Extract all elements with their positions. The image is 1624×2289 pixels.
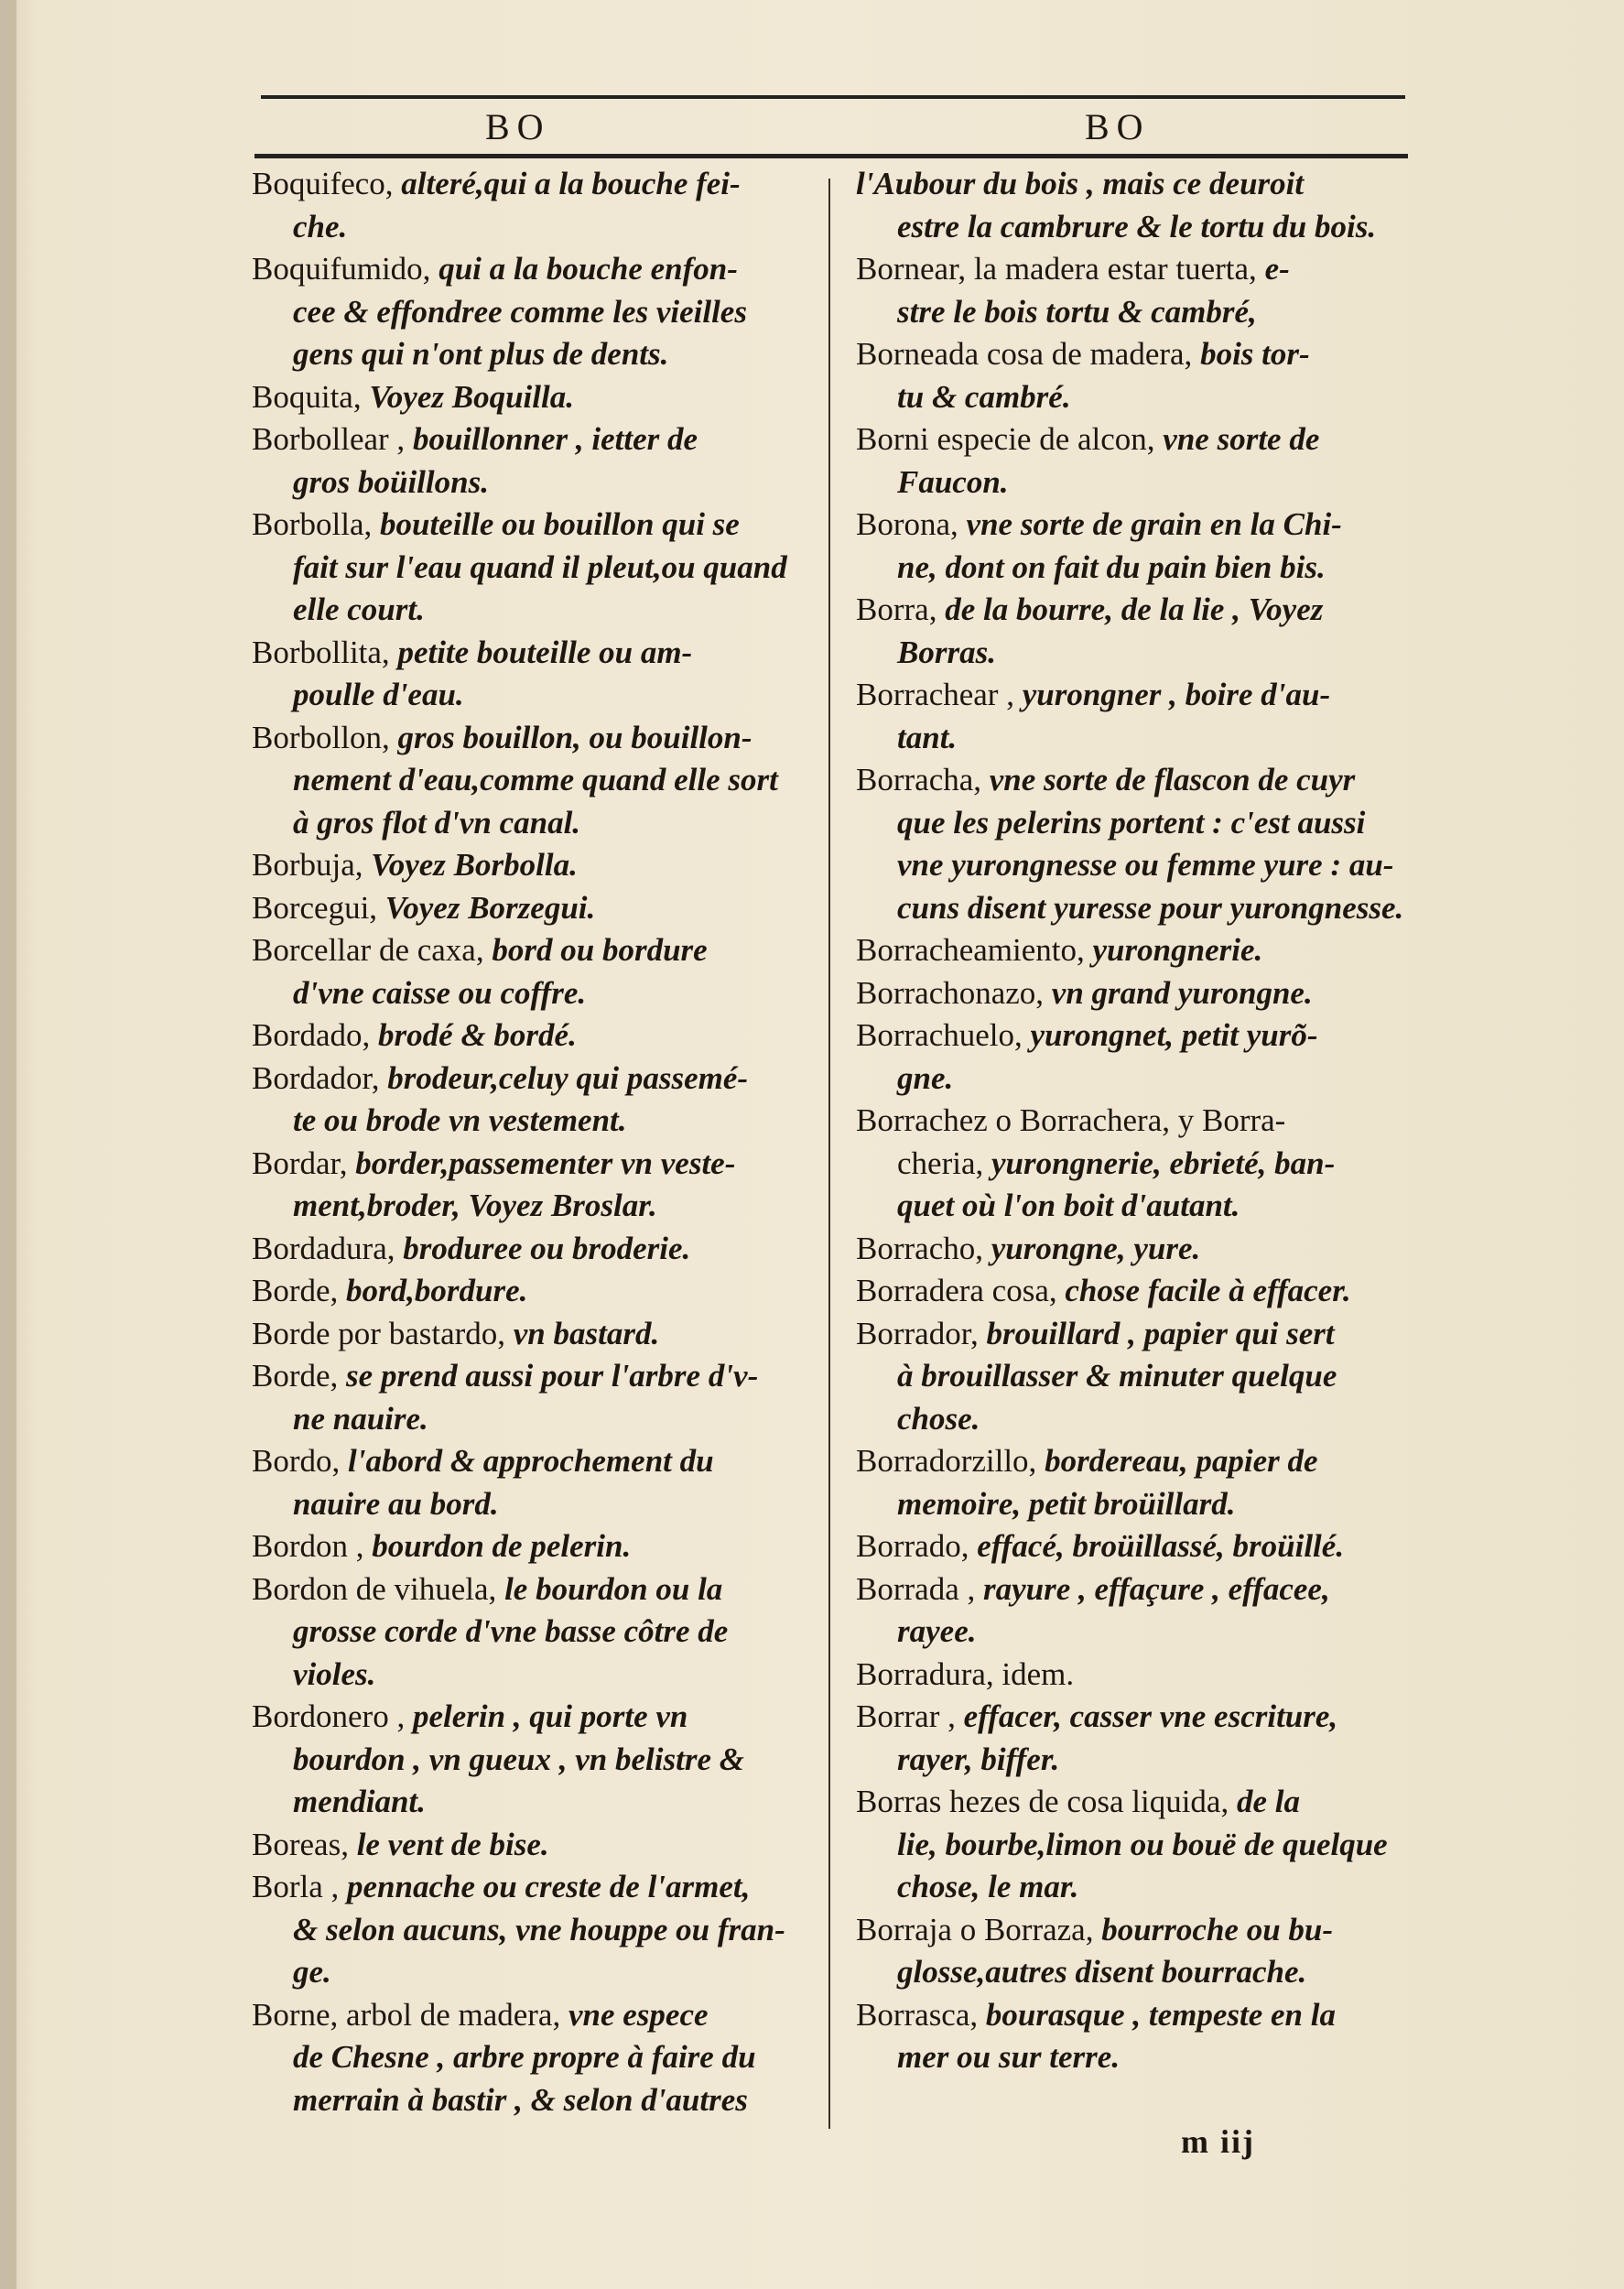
headword: Boreas, xyxy=(252,1826,357,1862)
dictionary-entry xyxy=(856,1100,1410,1228)
definition: vn grand yurongne. xyxy=(1051,974,1313,1011)
definition: Voyez Borzegui. xyxy=(384,889,596,926)
definition: yurongnerie, ebrieté, ban- quet où l'on boit d'autant. xyxy=(897,1144,1336,1223)
definition: de la lie, bourbe,limon ou bouë de quelque chose, le mar. xyxy=(897,1784,1388,1904)
definition: le vent de bise. xyxy=(356,1826,549,1862)
dictionary-entry xyxy=(252,1994,810,2122)
headword: Bordon , xyxy=(252,1528,373,1564)
headword: Borde, xyxy=(252,1358,347,1394)
headword: Boquifumido, xyxy=(252,251,439,287)
dictionary-entry xyxy=(252,418,810,504)
dictionary-entry xyxy=(252,717,810,845)
headword: Borne, arbol de madera, xyxy=(252,1996,568,2033)
dictionary-entry xyxy=(856,1781,1410,1909)
headword: Borbollon, xyxy=(252,719,398,755)
column-divider xyxy=(828,179,830,2129)
right-column xyxy=(856,163,1410,2079)
headword: Boquita, xyxy=(252,378,370,415)
dictionary-entry xyxy=(252,632,810,717)
definition: vne espece de Chesne , arbre propre à faire du merrain à bastir , & selon d'autres xyxy=(293,1996,756,2118)
definition: brodeur,celuy qui passemé- te ou brode vn vestement. xyxy=(293,1059,749,1138)
definition: yurongne, yure. xyxy=(991,1230,1201,1266)
headword: Borcegui, xyxy=(252,889,385,926)
headword: Borla , xyxy=(252,1869,348,1904)
dictionary-entry xyxy=(252,248,810,376)
definition: bord,bordure. xyxy=(346,1273,528,1308)
dictionary-entry xyxy=(252,1313,810,1356)
dictionary-entry xyxy=(856,589,1410,674)
headword: Borras hezes de cosa liquida, xyxy=(856,1784,1237,1819)
header-rule-bottom xyxy=(254,154,1408,158)
headword: Borra, xyxy=(856,591,946,627)
definition: bourdon de pelerin. xyxy=(372,1528,632,1564)
definition: se prend aussi pour l'arbre d'v- ne nauire. xyxy=(293,1358,759,1437)
headword: Borradura, idem. xyxy=(856,1655,1075,1692)
dictionary-entry xyxy=(252,1440,810,1525)
dictionary-entry xyxy=(856,163,1410,248)
headword: Borradorzillo, xyxy=(856,1443,1045,1479)
dictionary-entry xyxy=(856,418,1410,504)
definition: broduree ou broderie. xyxy=(403,1230,691,1266)
headword: Borrachear , xyxy=(856,677,1023,712)
page-edge-shadow xyxy=(0,0,16,2289)
definition: bord ou bordure d'vne caisse ou coffre. xyxy=(293,932,708,1011)
headword: Borbollita, xyxy=(252,634,398,670)
dictionary-entry xyxy=(252,1228,810,1271)
running-head-left: BO xyxy=(485,106,551,147)
definition: l'Aubour du bois , mais ce deuroit estre la cambrure & le tortu du bois. xyxy=(856,166,1377,244)
dictionary-entry xyxy=(856,1994,1410,2079)
dictionary-entry xyxy=(252,1355,810,1440)
headword: Borracheamiento, xyxy=(856,932,1093,968)
definition: bouillonner , ietter de gros boüillons. xyxy=(293,421,698,500)
dictionary-entry xyxy=(856,1568,1410,1654)
dictionary-entry xyxy=(856,333,1410,418)
headword: Boquifeco, xyxy=(252,166,402,201)
headword: Borcellar de caxa, xyxy=(252,932,493,968)
headword: Bornear, la madera estar tuerta, xyxy=(856,251,1265,287)
headword: Bordar, xyxy=(252,1144,356,1181)
definition: gros bouillon, ou bouillon- nement d'eau,comme quand elle sort à gros flot d'vn canal. xyxy=(293,719,778,841)
headword: Borraja o Borraza, xyxy=(856,1911,1102,1947)
running-head-right: BO xyxy=(1085,106,1151,147)
definition: bourasque , tempeste en la mer ou sur terre. xyxy=(897,1996,1336,2075)
definition: alteré,qui a la bouche fei- che. xyxy=(293,166,741,244)
dictionary-entry xyxy=(252,1824,810,1867)
dictionary-entry xyxy=(856,1696,1410,1781)
headword: Borrasca, xyxy=(856,1996,986,2033)
definition: le bourdon ou la grosse corde d'vne basse côtre de violes. xyxy=(293,1570,729,1692)
definition: de la bourre, de la lie , Voyez Borras. xyxy=(897,591,1324,670)
dictionary-entry xyxy=(856,1909,1410,1994)
dictionary-entry xyxy=(856,1654,1410,1697)
headword: Borde por bastardo, xyxy=(252,1315,514,1351)
definition: bouteille ou bouillon qui se fait sur l'eau quand il pleut,ou quand elle court. xyxy=(293,506,787,627)
definition: yurongner , boire d'au- tant. xyxy=(897,677,1331,755)
headword: Borrachez o Borrachera, y Borra- cheria, xyxy=(856,1102,1286,1181)
headword: Bordo, xyxy=(252,1443,348,1479)
headword: Borracha, xyxy=(856,762,990,797)
headword: Borde, xyxy=(252,1273,347,1308)
definition: Voyez Borbolla. xyxy=(371,847,578,883)
definition: e- stre le bois tortu & cambré, xyxy=(897,251,1290,330)
dictionary-entry xyxy=(856,1228,1410,1271)
dictionary-entry xyxy=(252,163,810,248)
dictionary-entry xyxy=(252,844,810,887)
definition: brodé & bordé. xyxy=(378,1017,577,1053)
definition: Voyez Boquilla. xyxy=(369,378,574,415)
dictionary-entry xyxy=(856,674,1410,759)
definition: petite bouteille ou am- poulle d'eau. xyxy=(293,634,693,712)
headword: Bordon de vihuela, xyxy=(252,1570,505,1607)
headword: Bordado, xyxy=(252,1017,379,1053)
dictionary-entry xyxy=(856,1313,1410,1441)
definition: bourroche ou bu- glosse,autres disent bourrache. xyxy=(897,1911,1334,1990)
dictionary-entry xyxy=(856,1525,1410,1568)
dictionary-entry xyxy=(252,1143,810,1228)
definition: bois tor- tu & cambré. xyxy=(897,336,1310,415)
headword: Borrar , xyxy=(856,1698,964,1734)
headword: Bordonero , xyxy=(252,1698,413,1734)
headword: Borrachuelo, xyxy=(856,1017,1031,1053)
dictionary-entry xyxy=(252,1866,810,1994)
definition: qui a la bouche enfon- cee & effondree comme les vieilles gens qui n'ont plus de dents. xyxy=(293,251,747,372)
headword: Borbollear , xyxy=(252,421,413,457)
headword: Borbolla, xyxy=(252,506,380,542)
definition: effacé, broüillassé, broüillé. xyxy=(977,1528,1345,1564)
headword: Borona, xyxy=(856,506,967,542)
headword: Borbuja, xyxy=(252,847,372,883)
headword: Borneada cosa de madera, xyxy=(856,336,1201,372)
headword: Borrador, xyxy=(856,1315,987,1351)
dictionary-entry xyxy=(252,1525,810,1568)
definition: vne sorte de flascon de cuyr que les pelerins portent : c'est aussi vne yurongnesse ou femme yure : au- cuns disent yuresse pour yurongnesse. xyxy=(897,762,1404,926)
definition: pennache ou creste de l'armet, & selon aucuns, vne houppe ou fran- ge. xyxy=(293,1869,785,1990)
definition: bordereau, papier de memoire, petit broüillard. xyxy=(897,1443,1318,1522)
dictionary-entry xyxy=(252,1568,810,1697)
dictionary-entry xyxy=(856,248,1410,333)
headword: Borrachonazo, xyxy=(856,974,1052,1011)
definition: l'abord & approchement du nauire au bord. xyxy=(293,1443,714,1522)
dictionary-entry xyxy=(252,1696,810,1824)
definition: yurongnerie. xyxy=(1092,932,1263,968)
dictionary-entry xyxy=(856,972,1410,1015)
dictionary-entry xyxy=(856,1270,1410,1313)
dictionary-entry xyxy=(252,1058,810,1143)
dictionary-entry xyxy=(252,1014,810,1058)
signature-mark: m iij xyxy=(1181,2123,1255,2160)
dictionary-entry xyxy=(252,887,810,930)
definition: vne sorte de Faucon. xyxy=(897,421,1320,500)
headword: Borni especie de alcon, xyxy=(856,421,1164,457)
dictionary-entry xyxy=(856,1440,1410,1525)
dictionary-entry xyxy=(856,1014,1410,1100)
definition: rayure , effaçure , effacee, rayee. xyxy=(897,1570,1330,1649)
dictionary-entry xyxy=(856,504,1410,589)
dictionary-entry xyxy=(252,376,810,419)
headword: Bordador, xyxy=(252,1059,388,1096)
dictionary-entry xyxy=(856,929,1410,972)
definition: chose facile à effacer. xyxy=(1065,1273,1351,1308)
header-rule-top xyxy=(261,95,1405,99)
dictionary-entry xyxy=(252,929,810,1014)
left-column xyxy=(252,163,810,2121)
headword: Borracho, xyxy=(856,1230,991,1266)
headword: Borrado, xyxy=(856,1528,978,1564)
headword: Bordadura, xyxy=(252,1230,404,1266)
dictionary-entry xyxy=(856,759,1410,929)
definition: yurongnet, petit yurõ- gne. xyxy=(897,1017,1318,1096)
headword: Borrada , xyxy=(856,1570,983,1607)
definition: border,passementer vn veste- ment,broder, Voyez Broslar. xyxy=(293,1144,736,1223)
definition: effacer, casser vne escriture, rayer, biffer. xyxy=(897,1698,1338,1777)
headword: Borradera cosa, xyxy=(856,1273,1066,1308)
dictionary-entry xyxy=(252,504,810,632)
dictionary-entry xyxy=(252,1270,810,1313)
definition: vne sorte de grain en la Chi- ne, dont on fait du pain bien bis. xyxy=(897,506,1342,585)
definition: vn bastard. xyxy=(513,1315,660,1351)
definition: brouillard , papier qui sert à brouillasser & minuter quelque chose. xyxy=(897,1315,1337,1437)
definition: pelerin , qui porte vn bourdon , vn gueux , vn belistre & mendiant. xyxy=(293,1698,744,1819)
